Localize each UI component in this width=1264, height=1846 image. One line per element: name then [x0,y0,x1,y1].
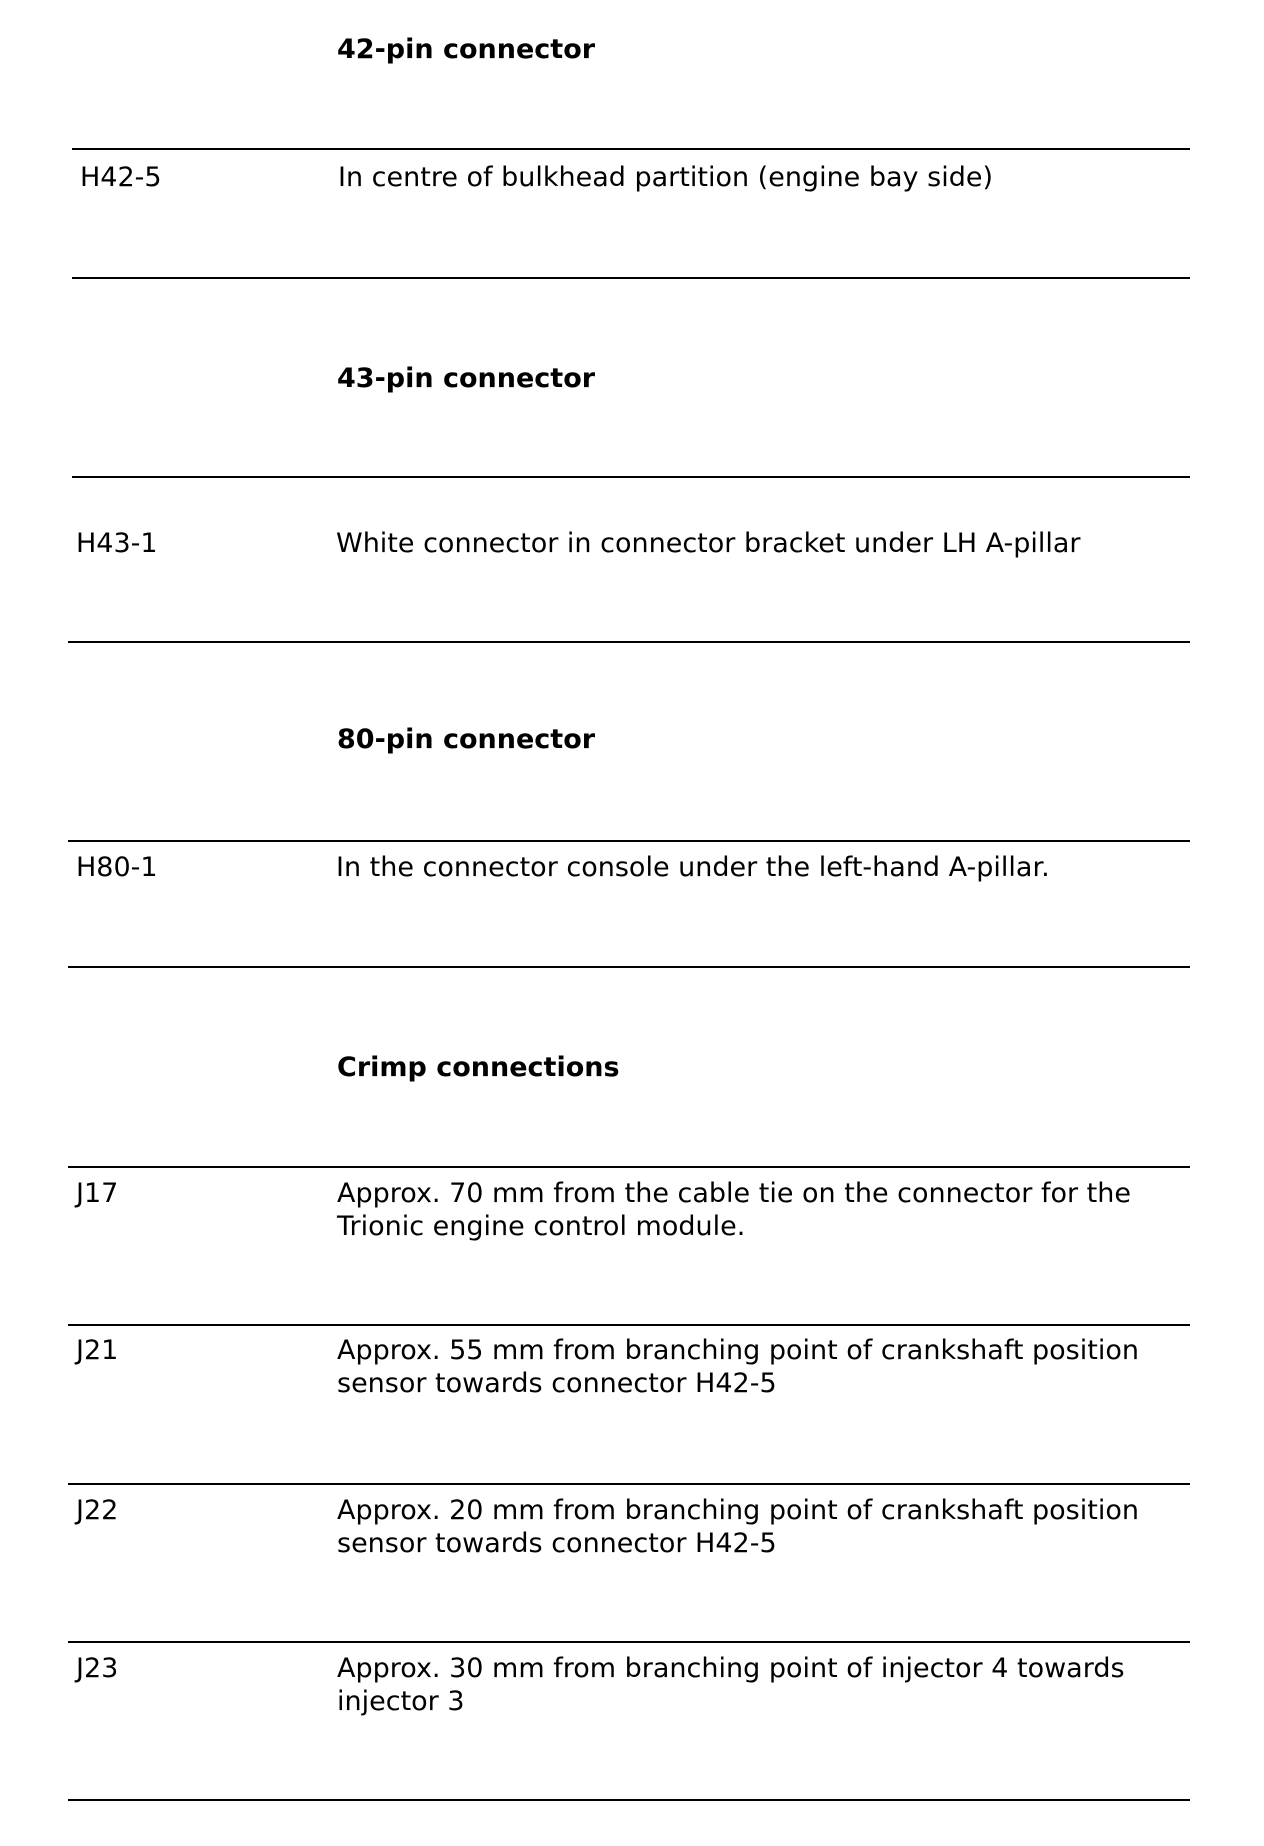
divider [72,476,1190,478]
divider [68,641,1190,643]
connector-location: White connector in connector bracket under LH A-pillar [336,528,1081,559]
connector-code: H80-1 [76,852,158,883]
divider [68,1166,1190,1168]
connector-code: H43-1 [76,528,158,559]
divider [68,1799,1190,1801]
crimp-code: J23 [76,1653,119,1684]
crimp-code: J21 [76,1335,119,1366]
crimp-location: Approx. 30 mm from branching point of injector 4 towards injector 3 [337,1653,1125,1717]
divider [68,840,1190,842]
connector-location: In the connector console under the left-hand A-pillar. [336,852,1050,883]
section-heading-42-pin: 42-pin connector [337,34,596,65]
divider [72,277,1190,279]
connector-location: In centre of bulkhead partition (engine bay side) [338,162,993,193]
divider [72,148,1190,150]
divider [68,1324,1190,1326]
crimp-location: Approx. 20 mm from branching point of crankshaft position sensor towards connector H42-5 [337,1495,1139,1559]
crimp-location: Approx. 55 mm from branching point of crankshaft position sensor towards connector H42-5 [337,1335,1139,1399]
section-heading-crimp-connections: Crimp connections [337,1052,620,1083]
crimp-location: Approx. 70 mm from the cable tie on the connector for the Trionic engine control module. [337,1178,1131,1242]
section-heading-80-pin: 80-pin connector [337,724,596,755]
connector-code: H42-5 [80,162,162,193]
crimp-code: J22 [76,1495,119,1526]
divider [68,1483,1190,1485]
section-heading-43-pin: 43-pin connector [337,363,596,394]
divider [68,966,1190,968]
crimp-code: J17 [76,1178,119,1209]
divider [68,1641,1190,1643]
